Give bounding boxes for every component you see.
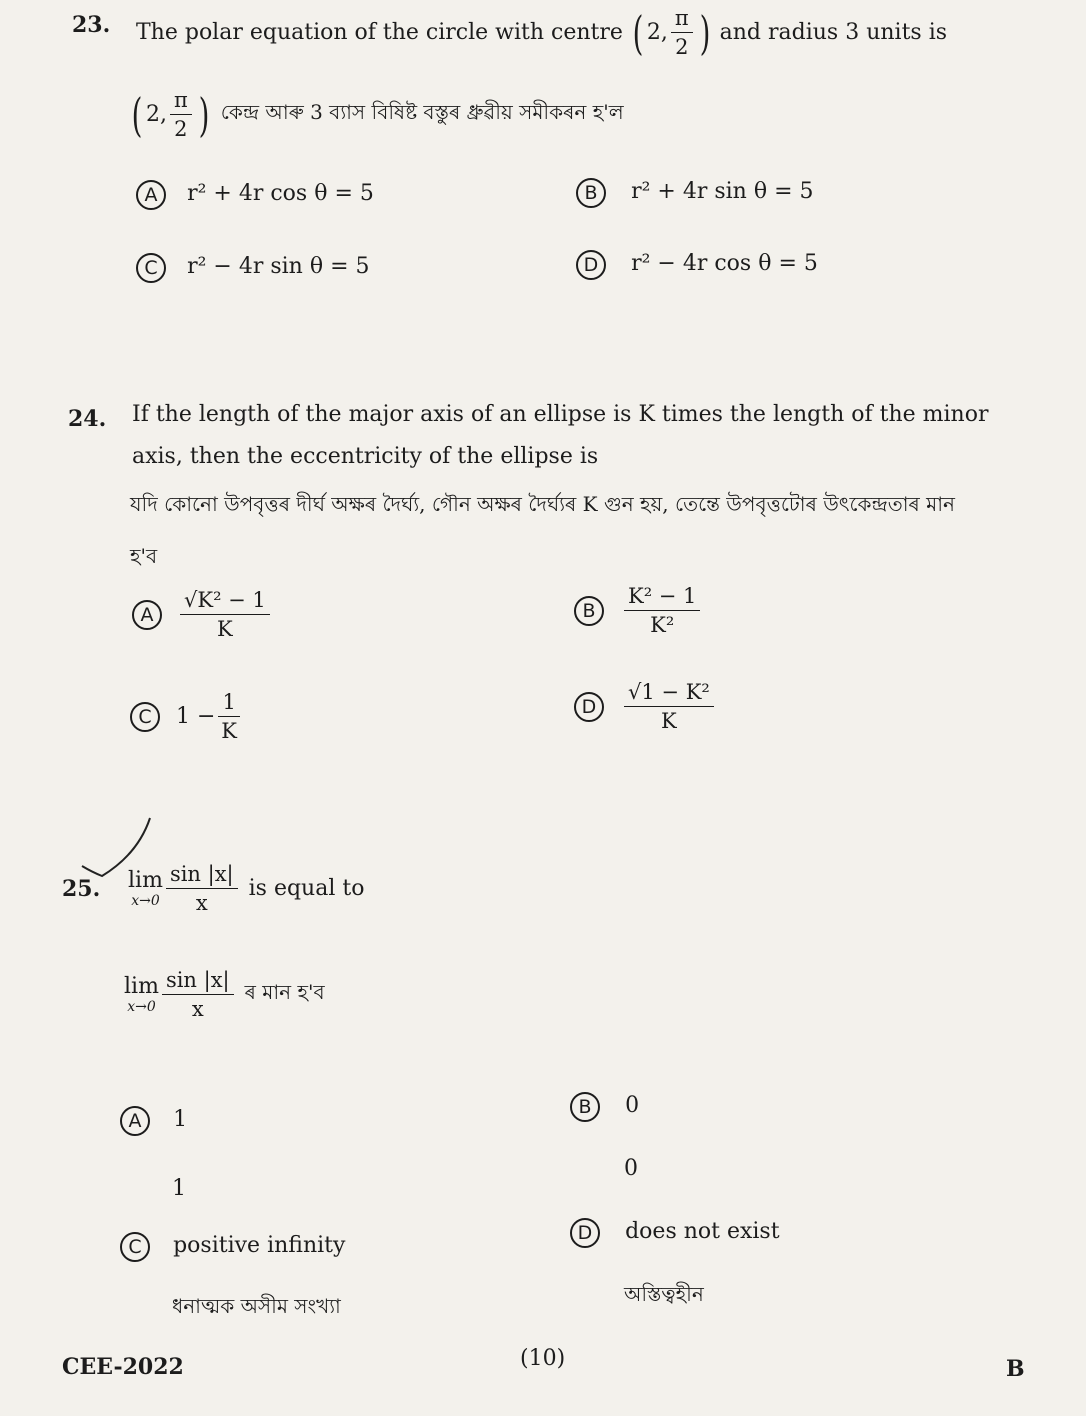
q25-option-c-bn: ধনাত্মক অসীম সংখ্যা	[172, 1294, 341, 1318]
q25-option-a[interactable]: A 1	[120, 1106, 187, 1136]
q24-stem-en-2: axis, then the eccentricity of the ellipse is	[132, 444, 599, 469]
q24-option-a[interactable]: A $\frac{\text{√K² − 1}}{K}$	[132, 588, 273, 641]
q25-option-a-bn: 1	[172, 1176, 186, 1201]
paren-open: (	[632, 5, 644, 60]
q23-number: 23.	[72, 12, 111, 38]
exam-code: CEE-2022	[62, 1354, 184, 1380]
q23-option-c[interactable]: C r² − 4r sin θ = 5	[136, 253, 370, 283]
q25-option-d-bn: অস্তিত্বহীন	[624, 1282, 704, 1306]
centre-frac: $\frac{\pi}{2}$	[671, 6, 693, 59]
q25-stem-bn: lim x→0 $\frac{\sin |x|}{x}$ ৰ মান হ'ব	[124, 968, 325, 1021]
q25-option-c[interactable]: C positive infinity	[120, 1232, 345, 1262]
q24-option-c[interactable]: C 1 − $\frac{1}{K}$	[130, 690, 243, 743]
q25-option-b[interactable]: B 0	[570, 1092, 639, 1122]
q25-number: 25.	[62, 876, 101, 902]
q24-option-d[interactable]: D $\frac{\text{√1 − K²}}{K}$	[574, 680, 717, 733]
q23-stem-en	[136, 6, 947, 59]
q25-option-b-bn: 0	[624, 1156, 638, 1181]
q23-stem-bn: ( 2, $\frac{\pi}{2}$ ) কেন্দ্ৰ আৰু 3 ব্যাস বিষিষ্ট বস্তুৰ ধ্ৰুৱীয় সমীকৰন হ'ল	[131, 87, 624, 142]
centre-r: 2,	[646, 20, 668, 45]
q24-stem-bn-1: যদি কোনো উপবৃত্তৰ দীৰ্ঘ অক্ষৰ দৈৰ্ঘ্য, গৌন অক্ষৰ দৈৰ্ঘ্যৰ K গুন হয়, তেন্তে উপবৃত্তটোৰ উৎকেন্দ্ৰতাৰ মান	[130, 492, 955, 516]
booklet-series: B	[1006, 1356, 1025, 1382]
q25-stem-en: lim x→0 $\frac{\sin |x|}{x}$ is equal to	[128, 862, 365, 915]
limit-operator: lim x→0	[128, 868, 163, 909]
page-number: (10)	[520, 1346, 566, 1371]
q23-text-before: The polar equation of the circle with centre	[136, 20, 623, 45]
q24-stem-en-1: If the length of the major axis of an ellipse is K times the length of the minor	[132, 402, 989, 427]
q23-option-d[interactable]: D r² − 4r cos θ = 5	[576, 250, 818, 280]
q24-stem-bn-2: হ'ব	[130, 544, 158, 568]
q23-option-a[interactable]: A r² + 4r cos θ = 5	[136, 180, 374, 210]
q25-option-d[interactable]: D does not exist	[570, 1218, 780, 1248]
q24-option-b[interactable]: B $\frac{\text{K² − 1}}{\text{K²}}$	[574, 584, 703, 637]
q24-number: 24.	[68, 406, 107, 432]
q23-option-b[interactable]: B r² + 4r sin θ = 5	[576, 178, 814, 208]
paren-close: )	[699, 5, 711, 60]
q23-text-after: and radius 3 units is	[719, 20, 948, 45]
